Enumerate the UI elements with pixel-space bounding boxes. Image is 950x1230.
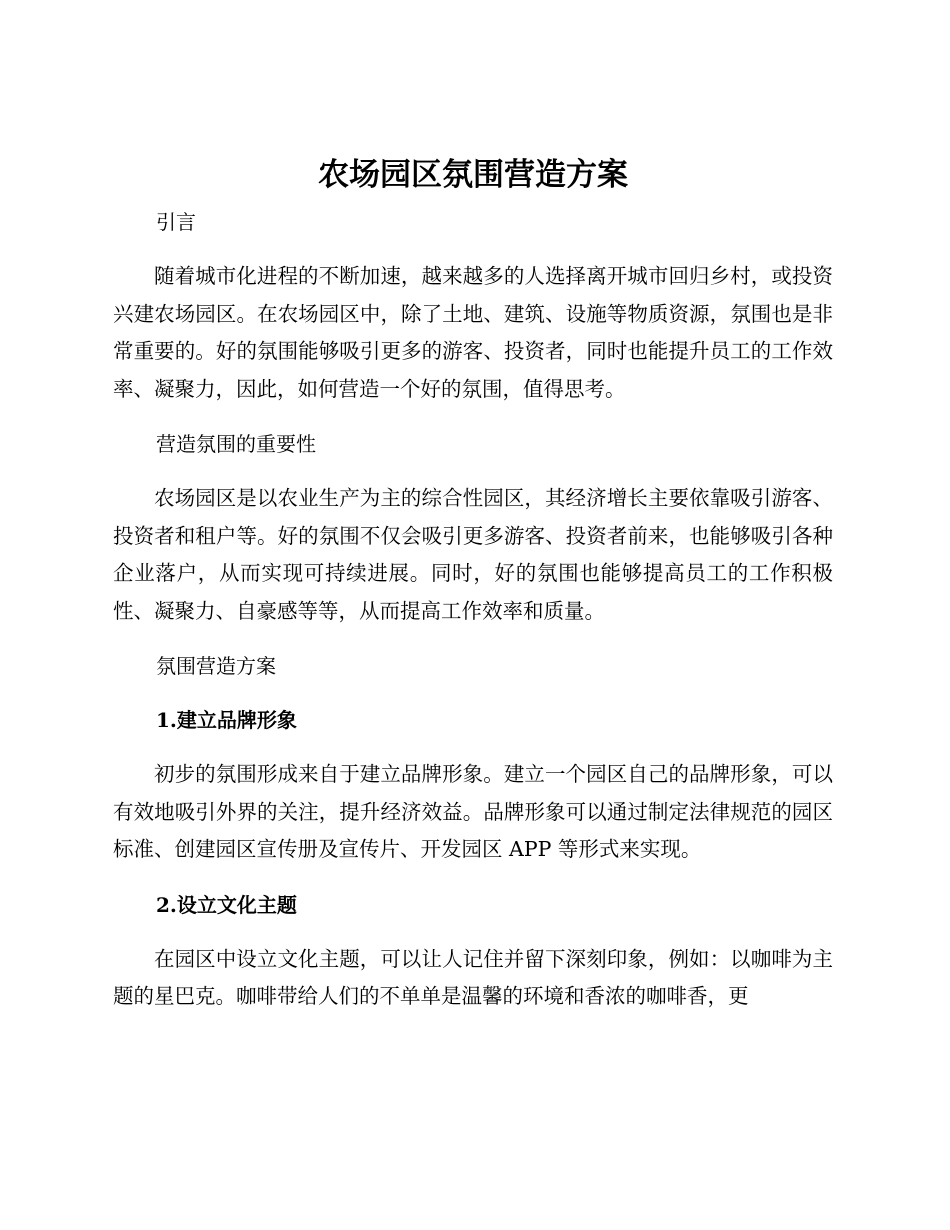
paragraph-introduction: 随着城市化进程的不断加速，越来越多的人选择离开城市回归乡村，或投资兴建农场园区。在农场园区中，除了土地、建筑、设施等物质资源，氛围也是非常重要的。好的氛围能够吸引更多的游客、投资者，同时也能提升员工的工作效率、凝聚力，因此，如何营造一个好的氛围，值得思考。 [113, 264, 833, 401]
spacer [113, 686, 833, 700]
section-heading-importance: 营造氛围的重要性 [156, 432, 316, 456]
paragraph-culture: 在园区中设立文化主题，可以让人记住并留下深刻印象，例如：以咖啡为主题的星巴克。咖啡带给人们的不单单是温馨的环境和香浓的咖啡香，更 [113, 946, 833, 1008]
document-title: 农场园区氛围营造方案 [318, 157, 628, 193]
paragraph-importance: 农场园区是以农业生产为主的综合性园区，其经济增长主要依靠吸引游客、投资者和租户等。好的氛围不仅会吸引更多游客、投资者前来，也能够吸引各种企业落户，从而实现可持续进展。同时，好的氛围也能够提高员工的工作积极性、凝聚力、自豪感等等，从而提高工作效率和质量。 [113, 486, 833, 623]
section-heading-plan: 氛围营造方案 [156, 654, 276, 678]
paragraph-brand: 初步的氛围形成来自于建立品牌形象。建立一个园区自己的品牌形象，可以有效地吸引外界的关注，提升经济效益。品牌形象可以通过制定法律规范的园区标准、创建园区宣传册及宣传片、开发园区 APP 等形式来实现。 [113, 762, 833, 861]
section-heading-brand: 1.建立品牌形象 [156, 708, 297, 732]
section-heading-introduction: 引言 [156, 210, 196, 234]
section-heading-culture: 2.设立文化主题 [156, 892, 297, 917]
document-body [113, 148, 833, 1032]
